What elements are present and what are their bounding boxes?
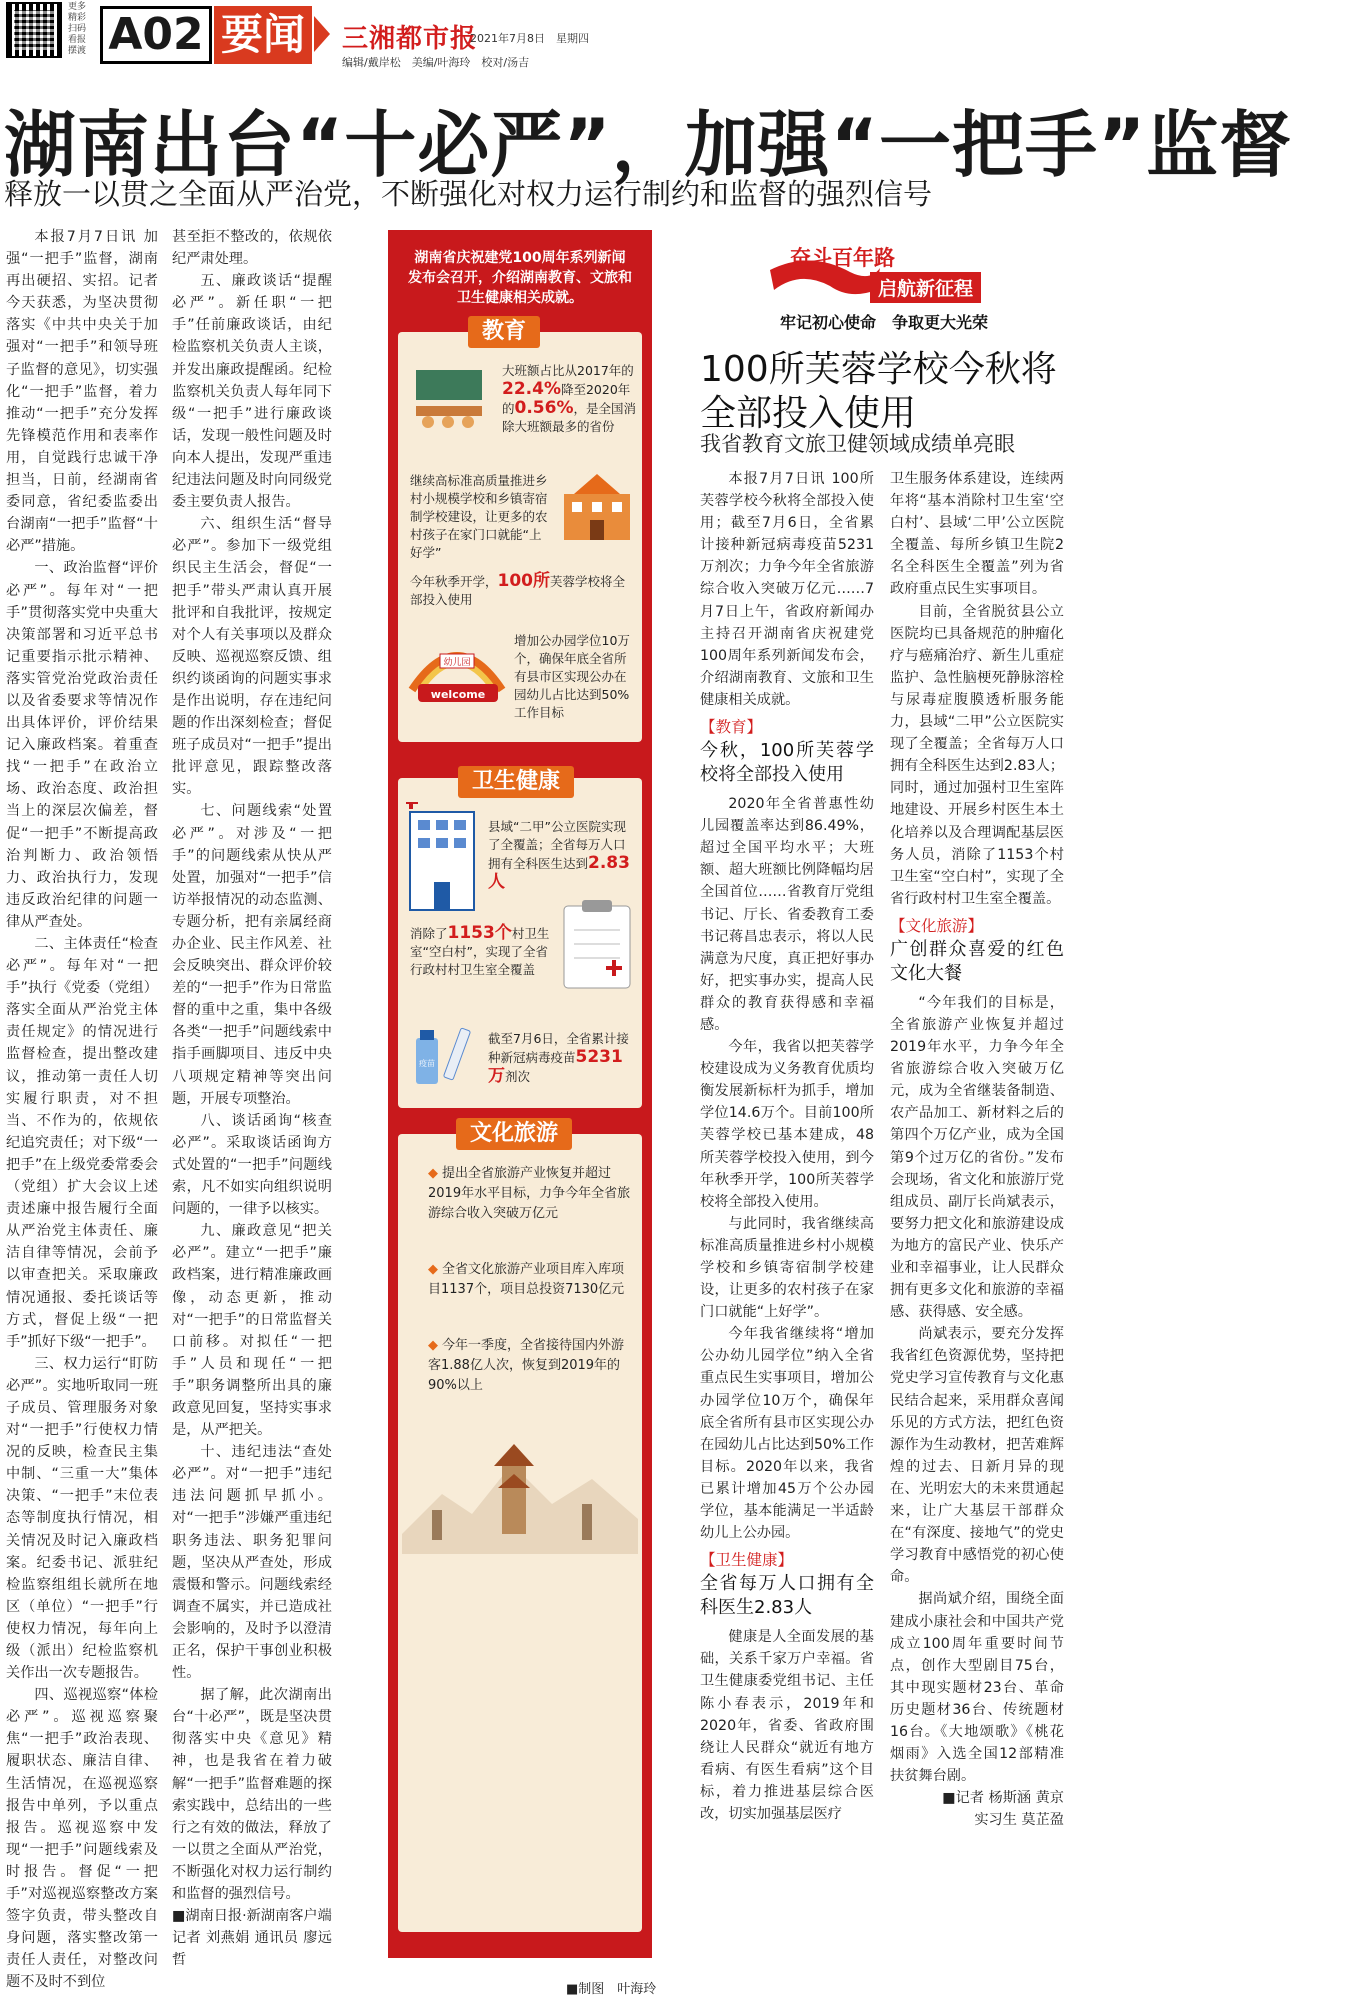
health-vaccine-text-1: 截至7月6日，全省累计接种新冠病毒疫苗 [488,1031,629,1065]
paragraph: 四、巡视巡察“体检必严”。巡视巡察聚焦“一把手”政治表现、履职状态、廉洁自律、生活情况，在巡视巡察报告中单列，予以重点报告。巡视巡察中发现“一把手”问题线索及时报告。督促“一把手”对巡视巡察整改方案签字负责，带头整改自身问题，落实整改第一责任人责任，对整改问题不及时不到位 [6,1687,158,1991]
right-article-column-2 [890,468,1064,1831]
kindergarten-sign: 幼儿园 [443,658,471,668]
edu-furong-count: 100所 [497,571,551,591]
banner-slogan-1: 奋斗百年路 [790,246,895,270]
edu-stat-2020: 0.56% [514,398,574,418]
health-clinic-count: 1153个 [447,923,512,943]
paragraph: “今年我们的目标是，全省旅游产业恢复并超过2019年水平，力争今年全省旅游综合收入突破万亿元，成为全省继装备制造、农产品加工、新材料之后的第四个万亿产业，成为全国第9个过万亿的省份。”发布会现场，省文化和旅游厅党组成员、副厅长尚斌表示，要努力把文化和旅游建设成为地方的富民产业、快乐产业和幸福事业，让人民群众拥有更多文化和旅游的幸福感、获得感、安全感。 [890,994,1064,1321]
arrow-icon [314,16,330,52]
health-card [398,769,642,1108]
paragraph: 据尚斌介绍，围绕全面建成小康社会和中国共产党成立100周年重要时间节点，创作大型剧目75台，其中现实题材23台、革命历史题材36台、传统题材16台。《大地颂歌》《桃花烟雨》入选全国12部精准扶贫舞台剧。 [890,1591,1064,1785]
health-clinic-text-2: 村卫生室“空白村”，实现了全省行政村村卫生室全覆盖 [410,926,550,977]
paragraph: 卫生服务体系建设，连续两年将“基本消除村卫生室‘空白村’、县域‘二甲’公立医院全覆盖、每所乡镇卫生院2名全科医生全覆盖”列为省政府重点民生实事项目。 [890,471,1064,598]
masthead [0,0,1364,90]
culture-bullet-3: 今年一季度，全省接待国内外游客1.88亿人次，恢复到2019年的90%以上 [428,1338,625,1393]
culture-bullet-1: 提出全省旅游产业恢复并超过2019年水平目标，力争今年全省旅游综合收入突破万亿元 [428,1166,631,1221]
paragraph: 目前，全省脱贫县公立医院均已具备规范的肿瘤化疗与癌痛治疗、新生儿重症监护、急性脑梗死静脉溶栓与尿毒症腹膜透析服务能力，县域“二甲”公立医院实现了全覆盖；全省每万人口拥有全科医生达到2.83人；同时，通过加强村卫生室阵地建设、开展乡村医生本土化培养以及合理调配基层医务人员，消除了1153个村卫生室“空白村”，实现了全省行政村村卫生室全覆盖。 [890,603,1064,907]
right-subheadline: 我省教育文旅卫健领域成绩单亮眼 [700,432,1015,456]
panel-intro: 湖南省庆祝建党100周年系列新闻发布会召开，介绍湖南教育、文旅和卫生健康相关成就。 [408,250,632,306]
edu-stat-text-2: 降至2020年的 [502,382,631,416]
infographic-panel [388,230,652,1958]
issue-date: 2021年7月8日 星期四 [470,32,589,45]
right-article-column-1 [700,468,874,1825]
banner-slogan-2: 启航新征程 [870,272,981,303]
culture-bullet-2: 全省文化旅游产业项目库入库项目1137个，项目总投资7130亿元 [428,1262,625,1297]
page-number: A02 [100,6,212,64]
paragraph: 本报7月7日讯 100所芙蓉学校今秋将全部投入使用；截至7月6日，全省累计接种新冠病毒疫苗5231万剂次；力争今年全省旅游综合收入突破万亿元……7月7日上午，省政府新闻办主持召开湖南省庆祝建党100周年系列新闻发布会，介绍湖南教育、文旅和卫生健康相关成就。 [700,471,874,708]
edu-rural-text: 继续高标准高质量推进乡村小规模学校和乡镇寄宿制学校建设，让更多的农村孩子在家门口就能“上好学” [410,473,548,560]
edu-furong-text-1: 今年秋季开学， [410,574,498,589]
paragraph: 今年，我省以把芙蓉学校建设成为义务教育优质均衡发展新标杆为抓手，增加学位14.6万个。目前100所芙蓉学校已基本建成，48所芙蓉学校投入使用，到今年秋季开学，100所芙蓉学校将全部投入使用。 [700,1039,874,1210]
paragraph: 据了解，此次湖南出台“十必严”，既是坚决贯彻落实中央《意见》精神，也是我省在着力破解“一把手”监督难题的探索实践中，总结出的一些行之有效的做法，释放了一以贯之全面从严治党，不断强化对权力运行制约和监督的强烈信号。 [172,1687,332,1903]
vaccine-label: 疫苗 [419,1059,435,1068]
paragraph: 甚至拒不整改的，依规依纪严肃处理。 [172,229,332,268]
main-headline: 湖南出台“十必严”，加强“一把手”监督 [4,103,1293,187]
anniversary-banner [770,240,1064,336]
byline: ■记者 杨斯涵 黄京 实习生 莫芷盈 [942,1790,1064,1829]
paragraph: 与此同时，我省继续高标准高质量推进乡村小规模学校和乡镇寄宿制学校建设，让更多的农村孩子在家门口就能“上好学”。 [700,1215,874,1321]
section-label-culture: 【文化旅游】 [890,916,984,935]
health-vaccine-count: 5231万 [488,1047,623,1086]
culture-tag: 文化旅游 [456,1118,572,1150]
edu-stat-text-3: ，是全国消除大班额最多的省份 [502,401,637,434]
paragraph: 八、谈话函询“核查必严”。采取谈话函询方式处置的“一把手”问题线索，凡不如实向组织说明问题的，一律予以核实。 [172,1112,332,1218]
welcome-sign: welcome [430,688,486,701]
health-gp-count: 2.83人 [488,853,630,892]
edu-kindergarten-text: 增加公办园学位10万个，确保年底全省所有县市区实现公办在园幼儿占比达到50%工作目标 [514,633,630,720]
paragraph: 2020年全省普惠性幼儿园覆盖率达到86.49%，超过全国平均水平；大班额、超大班额比例降幅均居全国首位……省教育厅党组书记、厅长、省委教育工委书记蒋昌忠表示，将以人民满意为尺度，真正把好事办好，把实事办实，提高人民群众的教育获得感和幸福感。 [700,796,874,1033]
paragraph: 三、权力运行“盯防必严”。实地听取同一班子成员、管理服务对象对“一把手”行使权力情况的反映，检查民主集中制、“三重一大”集体决策、“一把手”末位表态等制度执行情况，相关情况及时记入廉政档案。纪委书记、派驻纪检监察组组长就所在地区（单位）“一把手”行使权力情况，每年向上级（派出）纪检监察机关作出一次专题报告。 [6,1355,158,1682]
graphic-credit: ■制图 叶海玲 [566,1982,657,1997]
section-name: 要闻 [214,6,312,64]
qr-caption: 更多精彩扫码看报摆渡 [68,2,87,56]
byline: ■湖南日报·新湖南客户端 记者 刘燕娟 通讯员 廖远哲 [172,1908,332,1969]
paragraph: 本报7月7日讯 加强“一把手”监督，湖南再出硬招、实招。记者今天获悉，为坚决贯彻落实《中共中央关于加强对“一把手”和领导班子监督的意见》，切实强化“一把手”监督，着力推动“一把手”充分发挥先锋模范作用和表率作用，自觉践行忠诚干净担当，日前，经湖南省委同意，省纪委监委出台湖南“一把手”监督“十必严”措施。 [6,229,158,555]
left-article-column-1 [6,226,158,1994]
kindergarten-icon [406,632,508,708]
diamond-bullet-icon: ◆ [428,1338,438,1353]
edu-furong-text-2: 芙蓉学校将全部投入使用 [410,574,626,607]
edu-stat-text-1: 大班额占比从2017年的 [502,363,634,378]
qr-code-icon [6,2,62,58]
clipboard-icon [558,896,638,992]
education-card [398,319,642,742]
paragraph: 五、廉政谈话“提醒必严”。新任职“一把手”任前廉政谈话，由纪检监察机关负责人主谈，并发出廉政提醒函。纪检监察机关负责人每年同下级“一把手”进行廉政谈话，发现一般性问题及时向本人提出，发现严重违纪违法问题及时向同级党委主要负责人报告。 [172,273,332,511]
paragraph: 今年我省继续将“增加公办幼儿园学位”纳入全省重点民生实事项目，增加公办园学位10万个，确保年底全省所有县市区实现公办在园幼儿占比达到50%工作目标。2020年以来，我省已累计增加45万个公办园学位，基本能满足一半适龄幼儿上公办园。 [700,1326,874,1542]
health-vaccine-text-2: 剂次 [505,1069,531,1084]
paragraph: 二、主体责任“检查必严”。每年对“一把手”执行《党委（党组）落实全面从严治党主体责任规定》的情况进行监督检查，提出整改建议，推动第一责任人切实履行职责，对不担当、不作为的，依规依纪追究责任；对下级“一把手”在上级党委常委会（党组）扩大会议上述责述廉中报告履行全面从严治党主体责任、廉洁自律等情况，会前予以审查把关。采取廉政情况通报、委托谈话等方式，督促上级“一把手”抓好下级“一把手”。 [6,936,158,1350]
diamond-bullet-icon: ◆ [428,1166,438,1181]
paragraph: 十、违纪违法“查处必严”。对“一把手”违纪违法问题抓早抓小。对“一把手”涉嫌严重违纪职务违法、职务犯罪问题，坚决从严查处，形成震慑和警示。问题线索经调查不属实，并已造成社会影响的，及时予以澄清正名，保护干事创业积极性。 [172,1444,332,1682]
banner-slogan-3: 牢记初心使命 争取更大光荣 [780,313,989,332]
vaccine-icon [408,1020,480,1096]
section-label-health: 【卫生健康】 [700,1551,794,1570]
paragraph: 尚斌表示，要充分发挥我省红色资源优势，坚持把党史学习宣传教育与文化惠民结合起来，采用群众喜闻乐见的方式方法，把红色资源作为生动教材，把苦难辉煌的过去、日新月异的现在、光明宏大的未来贯通起来，让广大基层干部群众在“有深度、接地气”的党史学习教育中感悟党的初心使命。 [890,1326,1064,1586]
paragraph: 七、问题线索“处置必严”。对涉及“一把手”的问题线索从快从严处置，加强对“一把手”信访举报情况的动态监测、专题分析，把有亲属经商办企业、民主作风差、社会反映突出、群众评价较差的“一把手”作为日常监督的重中之重，集中各级各类“一把手”问题线索中指手画脚项目、违反中央八项规定精神等突出问题，开展专项整治。 [172,803,332,1107]
newspaper-brand: 三湘都市报 [342,24,478,54]
health-clinic-text-1: 消除了 [410,926,448,941]
main-subheadline: 释放一以贯之全面从严治党，不断强化对权力运行制约和监督的强烈信号 [4,177,933,211]
health-tag: 卫生健康 [458,766,574,798]
edu-stat-2017: 22.4% [502,379,561,399]
culture-subhead: 广创群众喜爱的红色文化大餐 [890,938,1064,984]
health-hospital-text: 县域“二甲”公立医院实现了全覆盖；全省每万人口拥有全科医生达到 [488,819,626,871]
editor-credits: 编辑/戴岸松 美编/叶海玲 校对/汤吉 [342,56,530,69]
diamond-bullet-icon: ◆ [428,1262,438,1277]
education-tag: 教育 [468,316,540,348]
section-label-education: 【教育】 [700,718,763,737]
right-headline: 100所芙蓉学校今秋将全部投入使用 [700,349,1057,434]
paragraph: 六、组织生活“督导必严”。参加下一级党组织民主生活会，督促“一把手”带头严肃认真开展批评和自我批评，按规定对个人有关事项以及群众反映、巡视巡察反馈、组织约谈函询的问题实事求是作出说明，存在违纪问题的作出深刻检查；督促班子成员对“一把手”提出批评意见，跟踪整改落实。 [172,516,332,798]
left-article-column-2 [172,226,332,1971]
school-building-icon [558,472,636,544]
hospital-icon [406,802,478,912]
landmarks-illustration [402,1424,638,1554]
education-subhead: 今秋，100所芙蓉学校将全部投入使用 [700,740,874,786]
paragraph: 健康是人全面发展的基础，关系千家万户幸福。省卫生健康委党组书记、主任陈小春表示，2019年和2020年，省委、省政府围绕让人民群众“就近有地方看病、有医生看病”这个目标，着力推进基层综合医改，切实加强基层医疗 [700,1629,874,1822]
culture-card [398,1121,642,1932]
paragraph: 一、政治监督“评价必严”。每年对“一把手”贯彻落实党中央重大决策部署和习近平总书记重要指示批示精神、落实管党治党政治责任以及省委要求等情况作出具体评价，评价结果记入廉政档案。着重查找“一把手”在政治立场、政治态度、政治担当上的深层次偏差，督促“一把手”不断提高政治判断力、政治领悟力、政治执行力，发现违反政治纪律的问题一律从严查处。 [6,560,158,930]
health-subhead: 全省每万人口拥有全科医生2.83人 [700,1573,874,1619]
classroom-icon [408,366,492,436]
paragraph: 九、廉政意见“把关必严”。建立“一把手”廉政档案，进行精准廉政画像，动态更新，推动对“一把手”的日常监督关口前移。对拟任“一把手”人员和现任“一把手”职务调整所出具的廉政意见回复，坚持实事求是，从严把关。 [172,1223,332,1439]
